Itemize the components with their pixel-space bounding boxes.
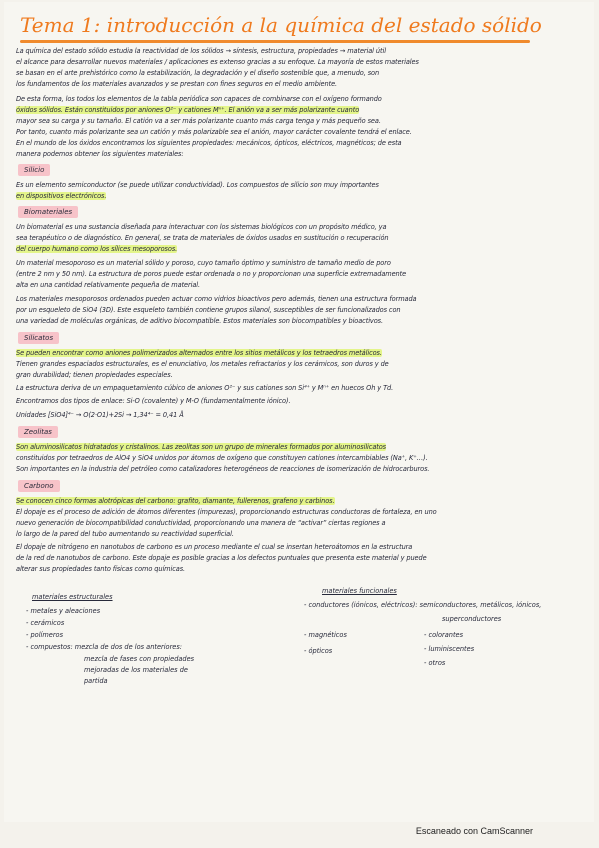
section-line: nuevo generación de biocompatibilidad conductividad, proporcionando una manera de “activar” ciertas regiones a: [16, 519, 386, 527]
title-underline: [20, 40, 530, 43]
list-item: - cerámicos: [26, 619, 65, 627]
highlighted-text: Se pueden encontrar como aniones polimerizados alternados entre los sitios metálicos y los tetraedros metálicos.: [16, 349, 382, 357]
list-item: superconductores: [442, 615, 502, 623]
section-line: [16, 191, 588, 202]
highlighted-text: del cuerpo humano como los sílices mesoporosos.: [16, 245, 178, 253]
scanned-page: [4, 2, 594, 822]
intro-line: el alcance para desarrollar nuevos materiales / aplicaciones es extenso gracias a su enfoque. La mayoría de estos materiales: [16, 58, 419, 66]
section-heading: Biomateriales: [18, 206, 78, 218]
section-line: El dopaje de nitrógeno en nanotubos de carbono es un proceso mediante el cual se insertan heteroátomos en la estructura: [16, 543, 413, 551]
section-line: sea terapéutico o de diagnóstico. En general, se trata de materiales de óxidos usados en sustitución o recuperación: [16, 234, 389, 242]
intro-line: mayor sea su carga y su tamaño. El catión va a ser más polarizante cuanto más carga tenga y más pequeño sea.: [16, 117, 381, 125]
list-item: - ópticos: [304, 647, 333, 655]
section-line: [16, 348, 588, 359]
intro-line: se basan en el arte prehistórico como la estabilización, la degradación y el diseño sostenible que, a menudo, son: [16, 69, 380, 77]
section-line: por un esqueleto de SiO4 (3D). Este esqueleto también contiene grupos silanol, susceptibles de ser funcionalizados con: [16, 306, 401, 314]
page-title: Tema 1: introducción a la química del estado sólido: [20, 13, 542, 37]
section-heading: Zeolitas: [18, 426, 58, 438]
section-line: Es un elemento semiconductor (se puede utilizar conductividad). Los compuestos de silicio son muy importantes: [16, 181, 379, 189]
functional-materials-title: materiales funcionales: [322, 587, 397, 595]
intro-line: Por tanto, cuanto más polarizante sea un catión y más polarizable sea el anión, mayor carácter covalente tendrá el enlace.: [16, 128, 412, 136]
list-item: - colorantes: [424, 631, 464, 639]
structural-materials-title: materiales estructurales: [32, 593, 113, 601]
intro-line: De esta forma, los todos los elementos de la tabla periódica son capaces de combinarse con el oxígeno formando: [16, 95, 382, 103]
section-line: [16, 244, 588, 255]
list-item: mejoradas de los materiales de: [84, 666, 188, 674]
section-line: de la red de nanotubos de carbono. Este dopaje es posible gracias a los defectos puntuales que presenta este material y puede: [16, 554, 427, 562]
list-item: - magnéticos: [304, 631, 347, 639]
section-line: alterar sus propiedades tanto físicas como químicas.: [16, 565, 186, 573]
intro-line: manera podemos obtener los siguientes materiales:: [16, 150, 184, 158]
list-item: - conductores (iónicos, eléctricos): semiconductores, metálicos, iónicos,: [304, 601, 542, 609]
section-line: constituidos por tetraedros de AlO4 y SiO4 unidos por átomos de oxígeno que constituyen cationes intercambiables (Na⁺, K⁺…).: [16, 454, 428, 462]
highlighted-text: Son aluminosilicatos hidratados y cristalinos. Las zeolitas son un grupo de minerales formados por aluminosilicatos: [16, 443, 387, 451]
section-line: una variedad de moléculas orgánicas, de aditivo biocompatible. Estos materiales son biocompatibles y bioactivos.: [16, 317, 383, 325]
highlighted-text: Se conocen cinco formas alotrópicas del carbono: grafito, diamante, fullerenos, grafeno y carbinos.: [16, 497, 335, 505]
section-line: Los materiales mesoporosos ordenados pueden actuar como vidrios bioactivos pero además, tienen una estructura formada: [16, 295, 417, 303]
highlighted-text: óxidos sólidos. Están constituidos por aniones O²⁻ y cationes Mⁿ⁺. El anión va a ser más polarizante cuanto: [16, 106, 360, 114]
section-line: La estructura deriva de un empaquetamiento cúbico de aniones O²⁻ y sus cationes son Si⁴⁺ y Mⁿ⁺ en huecos Oh y Td.: [16, 384, 394, 392]
section-heading: Carbono: [18, 480, 60, 492]
intro-line: La química del estado sólido estudia la reactividad de los sólidos → síntesis, estructura, propiedades → material útil: [16, 47, 386, 55]
intro-line: los fundamentos de los materiales avanzados y se prestan con fines seguros en el medio ambiente.: [16, 80, 338, 88]
section-line: El dopaje es el proceso de adición de átomos diferentes (impurezas), proporcionando estructuras conductoras de fortaleza, en uno: [16, 508, 437, 516]
section-line: Son importantes en la industria del petróleo como catalizadores heterogéneos de reacciones de isomerización de hidrocarburos.: [16, 465, 430, 473]
section-line: Un biomaterial es una sustancia diseñada para interactuar con los sistemas biológicos con un propósito médico, ya: [16, 223, 387, 231]
section-line: Un material mesoporoso es un material sólido y poroso, cuyo tamaño óptimo y suministro de tamaño medio de poro: [16, 259, 391, 267]
section-line: Tienen grandes espaciados estructurales, es el enunciativo, los metales refractarios y los cerámicos, son duros y de: [16, 360, 389, 368]
intro-line: [16, 105, 588, 116]
section-line: [16, 496, 588, 507]
section-line: lo largo de la pared del tubo aumentando su reactividad superficial.: [16, 530, 234, 538]
section-line: alta en una cantidad relativamente pequeña de material.: [16, 281, 201, 289]
list-item: - compuestos: mezcla de dos de los anteriores:: [26, 643, 183, 651]
section-line: Encontramos dos tipos de enlace: Si-O (covalente) y M-O (fundamentalmente iónico).: [16, 397, 291, 405]
section-line: gran durabilidad; tienen propiedades especiales.: [16, 371, 173, 379]
list-item: - otros: [424, 659, 446, 667]
list-item: partida: [84, 677, 108, 685]
list-item: - luminiscentes: [424, 645, 475, 653]
section-line: [16, 442, 588, 453]
list-item: mezcla de fases con propiedades: [84, 655, 195, 663]
section-heading: Silicatos: [18, 332, 59, 344]
highlighted-text: en dispositivos electrónicos.: [16, 192, 107, 200]
section-line: Unidades [SiO4]⁴⁻ → O(2·O1)+2Si → 1,34⁴⁻ = 0,41 Å: [16, 411, 184, 419]
section-line: (entre 2 nm y 50 nm). La estructura de poros puede estar ordenada o no y proporcionan una superficie extremadamente: [16, 270, 407, 278]
list-item: - metales y aleaciones: [26, 607, 101, 615]
scanner-watermark: Escaneado con CamScanner: [415, 826, 533, 836]
intro-line: En el mundo de los óxidos encontramos los siguientes propiedades: mecánicos, ópticos, eléctricos, magnéticos; de esta: [16, 139, 402, 147]
section-heading: Silicio: [18, 164, 50, 176]
list-item: - polímeros: [26, 631, 64, 639]
